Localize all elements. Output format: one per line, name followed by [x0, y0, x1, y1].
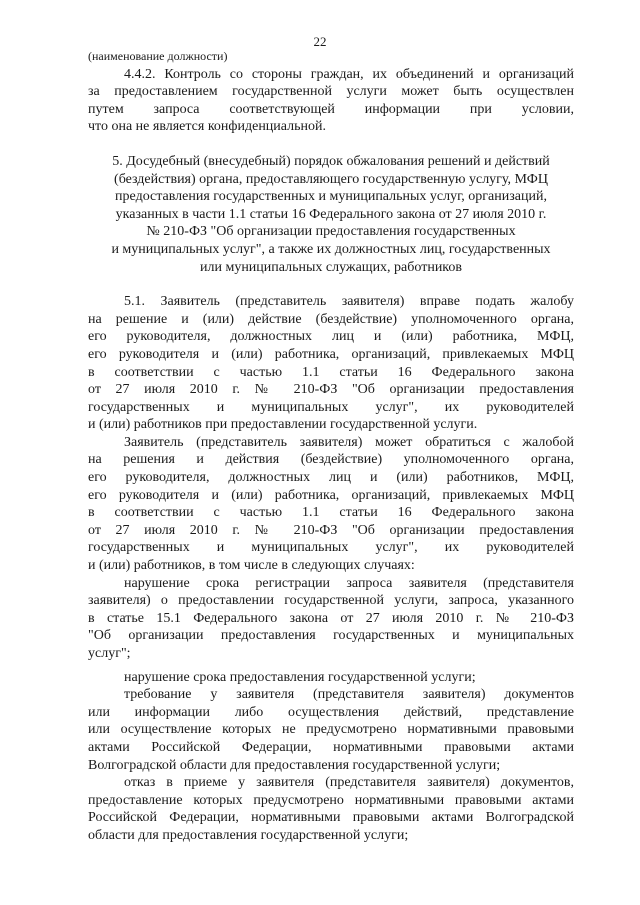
text-line: или осуществление которых не предусмотрено нормативными правовыми: [88, 722, 574, 738]
text-line: или информации либо осуществления действий, представление: [88, 704, 574, 720]
text-line: за предоставлением государственной услуги может быть осуществлен: [88, 84, 574, 100]
paragraph-appeal: [88, 434, 574, 575]
text-line: нарушение срока предоставления государственной услуги;: [124, 669, 476, 685]
heading-line: предоставления государственных и муниципальных услуг, организаций,: [115, 189, 547, 205]
text-line: и (или) работников при предоставлении государственной услуги.: [88, 417, 478, 433]
section-5-heading: [88, 153, 574, 276]
page-number: 22: [313, 34, 327, 49]
heading-line: указанных в части 1.1 статьи 16 Федерального закона от 27 июля 2010 г.: [115, 206, 547, 222]
text-line: области для предоставления государственной услуги;: [88, 827, 409, 843]
text-line: актами Российской Федерации, нормативными правовыми актами: [88, 739, 574, 755]
text-line: заявителя) о предоставлении государственной услуги, запроса, указанного: [88, 593, 574, 609]
text-line: путем запроса соответствующей информации при условии,: [88, 101, 574, 117]
heading-line: и муниципальных услуг", а также их должностных лиц, государственных: [111, 241, 551, 257]
text-line: на решения и действия (бездействие) уполномоченного органа,: [88, 452, 574, 468]
text-line: его руководителя, должностных лиц и (или) работников, МФЦ,: [88, 470, 574, 486]
text-line: от 27 июля 2010 г. № 210-ФЗ "Об организации предоставления: [88, 382, 574, 398]
text-line: на решение и (или) действие (бездействие) уполномоченного органа,: [88, 311, 574, 327]
text-line: "Об организации предоставления государственных и муниципальных: [88, 628, 574, 644]
text-line: его руководителя, должностных лиц и (или) работника, МФЦ,: [88, 329, 574, 345]
text-line: в соответствии с частью 1.1 статьи 16 Федерального закона: [88, 364, 574, 380]
text-line: предоставление которых предусмотрено нормативными правовыми актами: [88, 792, 574, 808]
paragraph-5-1: [88, 293, 574, 434]
text-line: государственных и муниципальных услуг", их руководителей: [88, 540, 574, 556]
case-document-demand: [88, 686, 574, 774]
text-line: Российской Федерации, нормативными правовыми актами Волгоградской: [88, 810, 574, 826]
heading-line: № 210-ФЗ "Об организации предоставления государственных: [146, 224, 516, 240]
text-line: в статье 15.1 Федерального закона от 27 июля 2010 г. № 210-ФЗ: [88, 610, 574, 626]
text-line: что она не является конфиденциальной.: [88, 119, 326, 135]
text-line: требование у заявителя (представителя заявителя) документов: [124, 687, 574, 703]
text-line: его руководителя и (или) работника, организаций, привлекаемых МФЦ: [88, 487, 574, 503]
text-line: 5.1. Заявитель (представитель заявителя) вправе подать жалобу: [124, 294, 574, 310]
text-line: от 27 июля 2010 г. № 210-ФЗ "Об организации предоставления: [88, 522, 574, 538]
text-line: в соответствии с частью 1.1 статьи 16 Федерального закона: [88, 505, 574, 521]
position-caption: (наименование должности): [88, 49, 228, 63]
text-line: государственных и муниципальных услуг", их руководителей: [88, 399, 574, 415]
text-line: Волгоградской области для предоставления государственной услуги;: [88, 757, 501, 773]
text-line: нарушение срока регистрации запроса заявителя (представителя: [124, 575, 574, 591]
text-line: Заявитель (представитель заявителя) может обратиться с жалобой: [124, 434, 574, 450]
text-line: отказ в приеме у заявителя (представителя заявителя) документов,: [124, 775, 574, 791]
text-line: 4.4.2. Контроль со стороны граждан, их объединений и организаций: [124, 66, 574, 82]
heading-line: 5. Досудебный (внесудебный) порядок обжалования решений и действий: [112, 153, 550, 169]
section-4-4-2: [88, 66, 574, 136]
case-registration-violation: [88, 575, 574, 663]
text-line: и (или) работников, в том числе в следующих случаях:: [88, 558, 415, 574]
text-line: услуг";: [88, 646, 131, 661]
text-line: его руководителя и (или) работника, организаций, привлекаемых МФЦ: [88, 346, 574, 362]
document-body: [88, 48, 574, 845]
heading-line: или муниципальных служащих, работников: [199, 259, 463, 275]
heading-line: (бездействия) органа, предоставляющего государственную услугу, МФЦ: [114, 171, 548, 187]
case-term-violation: [88, 669, 574, 687]
case-document-refusal: [88, 774, 574, 844]
